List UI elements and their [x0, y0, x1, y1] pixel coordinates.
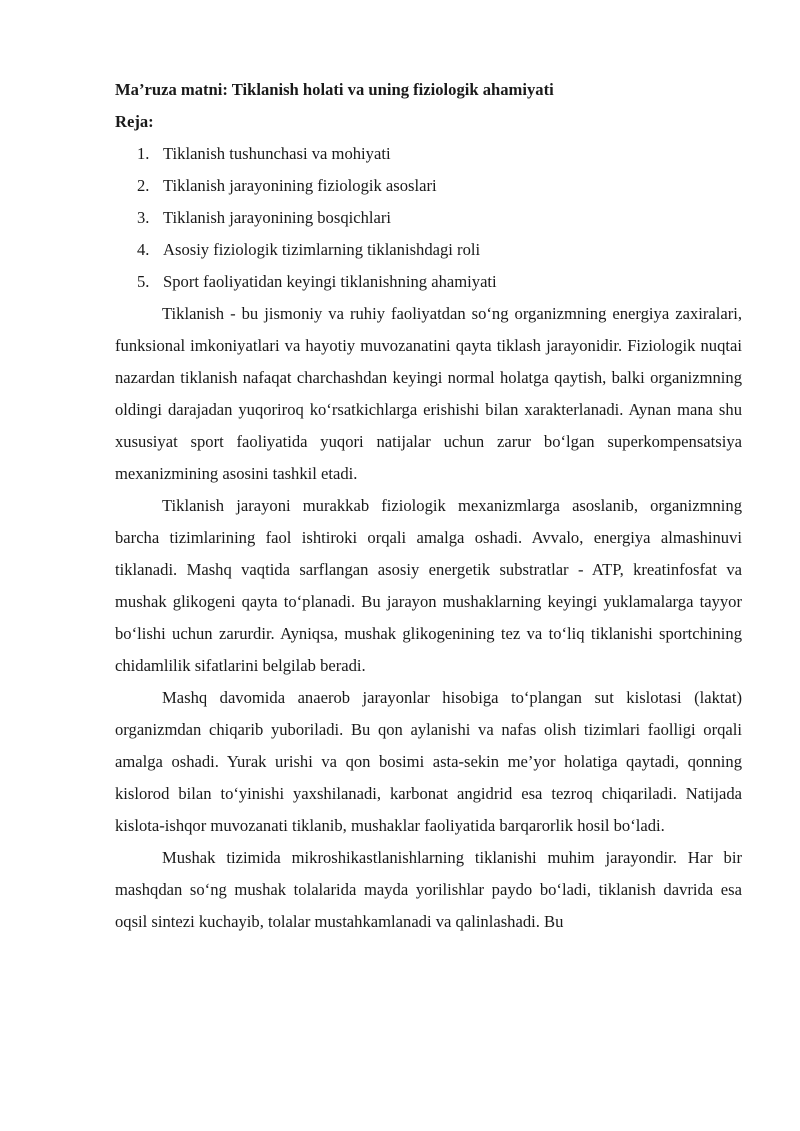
body-paragraph: Mashq davomida anaerob jarayonlar hisobiga to‘plangan sut kislotasi (laktat) organizmdan chiqarib yuboriladi. Bu qon aylanishi va nafas olish tizimlari faolligi orqali amalga oshadi. Yurak urishi va qon bosimi asta-sekin me’yor holatiga qaytadi, qonning kislorod bilan to‘yinishi yaxshilanadi, karbonat angidrid esa tezroq chiqariladi. Natijada kislota-ishqor muvozanati tiklanib, mushaklar faoliyatida barqarorlik hosil bo‘ladi. — [115, 688, 742, 835]
body-paragraph: Tiklanish jarayoni murakkab fiziologik mexanizmlarga asoslanib, organizmning barcha tizimlarining faol ishtiroki orqali amalga oshadi. Avvalo, energiya almashinuvi tiklanadi. Mashq vaqtida sarflangan asosiy energetik substratlar - ATP, kreatinfosfat va mushak glikogeni qayta to‘planadi. Bu jarayon mushaklarning keyingi yuklamalarga tayyor bo‘lishi uchun zarurdir. Ayniqsa, mushak glikogenining tez va to‘liq tiklanishi sportchining chidamlilik sifatlarini belgilab beradi. — [115, 496, 742, 675]
plan-item-text: Sport faoliyatidan keyingi tiklanishning ahamiyati — [163, 272, 497, 291]
plan-item-number: 1. — [137, 144, 150, 163]
plan-item — [115, 138, 742, 170]
plan-item-number: 5. — [137, 272, 150, 291]
plan-item — [115, 202, 742, 234]
document-title: Ma’ruza matni: Tiklanish holati va uning fiziologik ahamiyati — [115, 80, 554, 99]
body-paragraph: Tiklanish - bu jismoniy va ruhiy faoliyatdan so‘ng organizmning energiya zaxiralari, funksional imkoniyatlari va hayotiy muvozanatini qayta tiklash jarayonidir. Fiziologik nuqtai nazardan tiklanish nafaqat charchashdan keyingi normal holatga qaytish, balki organizmning oldingi darajadan yuqoriroq ko‘rsatkichlarga erishishi bilan xarakterlanadi. Aynan mana shu xususiyat sport faoliyatida yuqori natijalar uchun zarur bo‘lgan superkompensatsiya mexanizmining asosini tashkil etadi. — [115, 304, 742, 483]
plan-item — [115, 170, 742, 202]
plan-item-number: 2. — [137, 176, 150, 195]
plan-item-text: Tiklanish tushunchasi va mohiyati — [163, 144, 391, 163]
plan-heading: Reja: — [115, 112, 154, 131]
body-paragraph: Mushak tizimida mikroshikastlanishlarning tiklanishi muhim jarayondir. Har bir mashqdan so‘ng mushak tolalarida mayda yorilishlar paydo bo‘ladi, tiklanish davrida esa oqsil sintezi kuchayib, tolalar mustahkamlanadi va qalinlashadi. Bu — [115, 848, 742, 931]
plan-item — [115, 234, 742, 266]
plan-list — [115, 138, 742, 298]
plan-item-text: Tiklanish jarayonining bosqichlari — [163, 208, 391, 227]
document-page — [115, 74, 742, 938]
plan-item-number: 3. — [137, 208, 150, 227]
plan-item-number: 4. — [137, 240, 150, 259]
plan-item-text: Tiklanish jarayonining fiziologik asoslari — [163, 176, 437, 195]
plan-item-text: Asosiy fiziologik tizimlarning tiklanishdagi roli — [163, 240, 481, 259]
plan-item — [115, 266, 742, 298]
